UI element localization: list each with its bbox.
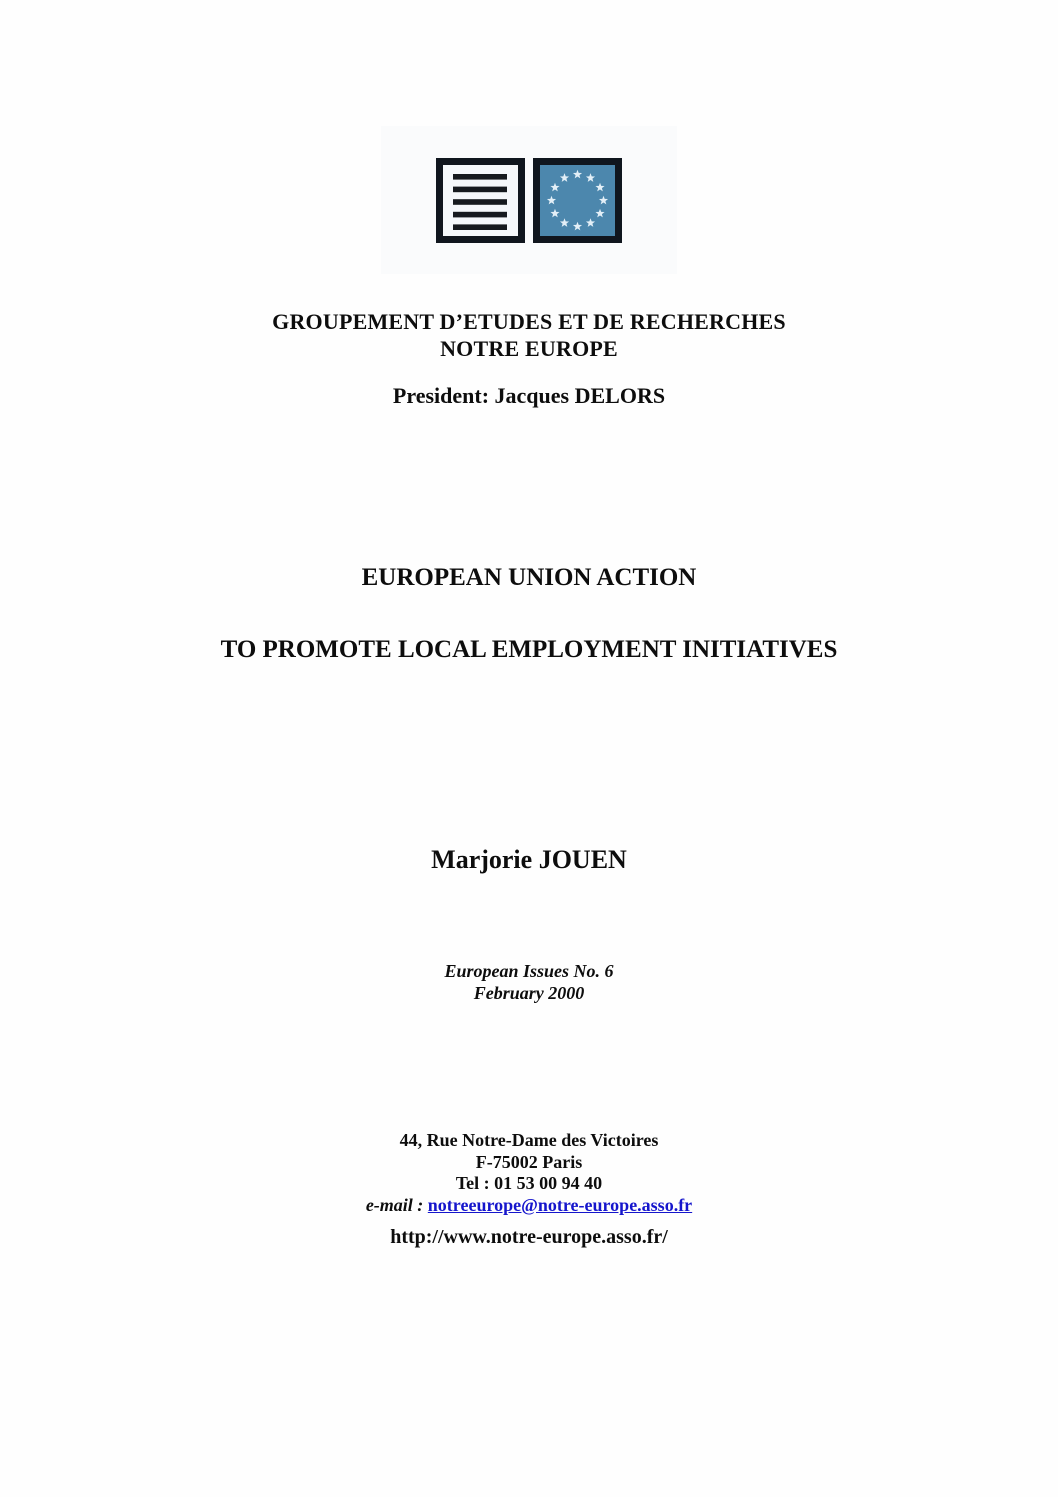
organization-name-line1: GROUPEMENT D’ETUDES ET DE RECHERCHES xyxy=(272,309,786,334)
email-link[interactable]: notreeurope@notre-europe.asso.fr xyxy=(427,1194,693,1215)
author-name: Marjorie JOUEN xyxy=(431,845,627,874)
eu-flag-icon xyxy=(533,158,622,243)
address-line2: F-75002 Paris xyxy=(475,1151,583,1172)
organization-name-line2: NOTRE EUROPE xyxy=(440,336,618,361)
email-label: e-mail : xyxy=(365,1194,428,1215)
main-title-line1: EUROPEAN UNION ACTION xyxy=(361,564,697,591)
issue-info xyxy=(0,960,1058,1004)
organization-name xyxy=(0,308,1058,362)
email-line xyxy=(0,1195,1058,1217)
contact-info xyxy=(0,1130,1058,1216)
document-icon xyxy=(436,158,525,243)
issue-series: European Issues No. 6 xyxy=(444,961,614,981)
issue-date: February 2000 xyxy=(473,983,585,1003)
website-url: http://www.notre-europe.asso.fr/ xyxy=(390,1226,668,1248)
phone-line: Tel : 01 53 00 94 40 xyxy=(455,1173,603,1193)
address-line1: 44, Rue Notre-Dame des Victoires xyxy=(399,1130,659,1150)
president-line: President: Jacques DELORS xyxy=(392,383,666,408)
main-title-line2: TO PROMOTE LOCAL EMPLOYMENT INITIATIVES xyxy=(220,636,838,663)
logo xyxy=(381,126,677,274)
